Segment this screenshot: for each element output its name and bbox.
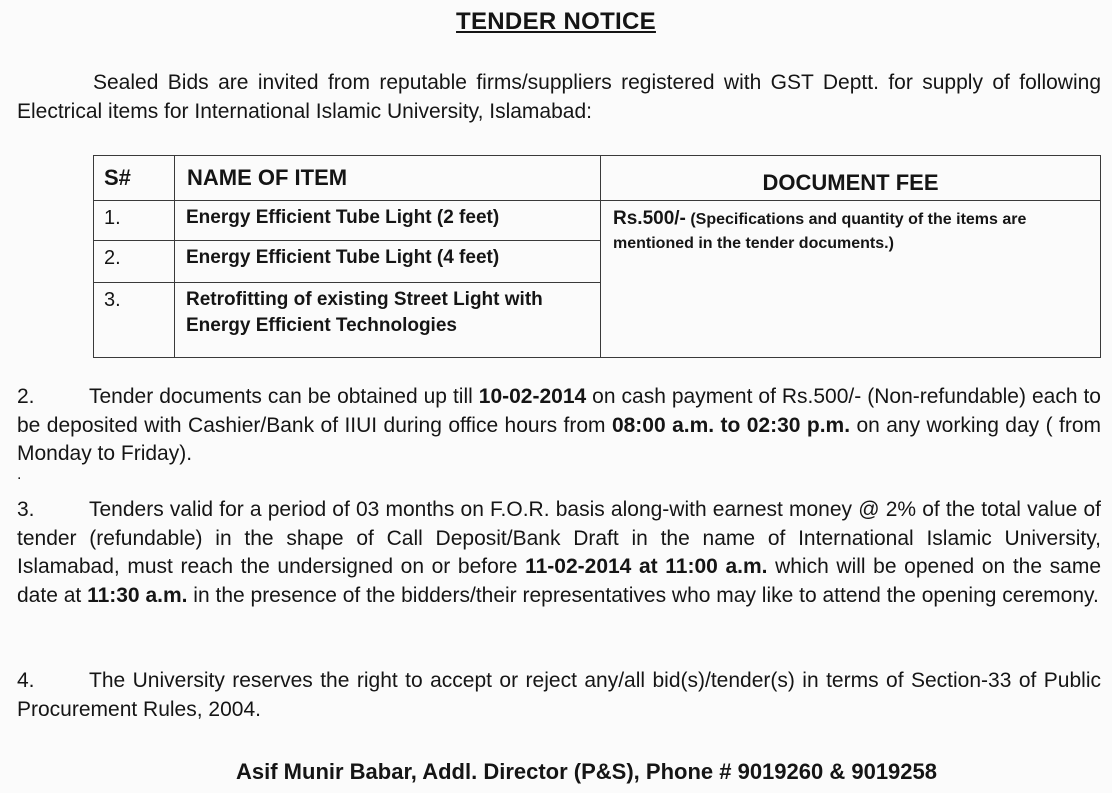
stray-dot: .	[17, 466, 22, 483]
paragraph-text: The University reserves the right to accept or reject any/all bid(s)/tender(s) in terms of Section-33 of Public Procurement Rules, 2004.	[17, 669, 1101, 721]
items-table	[93, 155, 1101, 358]
paragraph-3	[17, 496, 1101, 610]
fee-note: (Specifications and quantity of the items are mentioned in the tender documents.)	[613, 211, 1027, 252]
header-document-fee: DOCUMENT FEE	[601, 156, 1101, 201]
row-item-name: Energy Efficient Tube Light (2 feet)	[175, 201, 601, 241]
row-serial: 1.	[94, 201, 175, 241]
paragraph-number: 4.	[17, 669, 35, 692]
paragraph-number: 2.	[17, 385, 35, 408]
paragraph-number: 3.	[17, 498, 35, 521]
header-item-name: NAME OF ITEM	[175, 156, 601, 201]
intro-paragraph: Sealed Bids are invited from reputable firms/suppliers registered with GST Deptt. for supply of following Electrical items for International Islamic University, Islamabad:	[17, 71, 1101, 123]
document-deadline-date: 10-02-2014	[478, 385, 587, 408]
row-serial: 3.	[94, 283, 175, 358]
row-item-name: Energy Efficient Tube Light (4 feet)	[175, 241, 601, 283]
header-serial: S#	[94, 156, 175, 201]
paragraph-text: which will be opened on the same date at	[17, 555, 1101, 607]
notice-title: TENDER NOTICE	[456, 8, 656, 35]
paragraph-text: on any working day ( from Monday to Friday).	[17, 413, 1101, 465]
paragraph-text: in the presence of the bidders/their representatives who may like to attend the opening ceremony.	[187, 583, 1099, 607]
document-fee-cell	[601, 201, 1101, 358]
signature-line: Asif Munir Babar, Addl. Director (P&S), Phone # 9019260 & 9019258	[236, 759, 937, 784]
row-serial: 2.	[94, 241, 175, 283]
fee-amount: Rs.500/-	[613, 208, 686, 229]
paragraph-text: Tenders valid for a period of 03 months on F.O.R. basis along-with earnest money @ 2% of the total value of tender (refundable) in the shape of Call Deposit/Bank Draft in the name of International Islamic University, Islamabad, must reach the undersigned on or before	[17, 498, 1101, 578]
table-row	[94, 201, 1101, 241]
paragraph-text: on cash payment of Rs.500/- (Non-refundable) each to be deposited with Cashier/Bank of IIUI during office hours from	[17, 385, 1101, 437]
office-hours: 08:00 a.m. to 02:30 p.m.	[611, 413, 851, 437]
paragraph-text: Tender documents can be obtained up till	[89, 385, 479, 408]
row-item-name: Retrofitting of existing Street Light with Energy Efficient Technologies	[175, 283, 601, 358]
paragraph-4	[17, 667, 1101, 724]
table-header-row	[94, 156, 1101, 201]
paragraph-2	[17, 383, 1101, 469]
opening-time: 11:30 a.m.	[87, 583, 188, 607]
submission-deadline: 11-02-2014 at 11:00 a.m.	[525, 555, 768, 578]
